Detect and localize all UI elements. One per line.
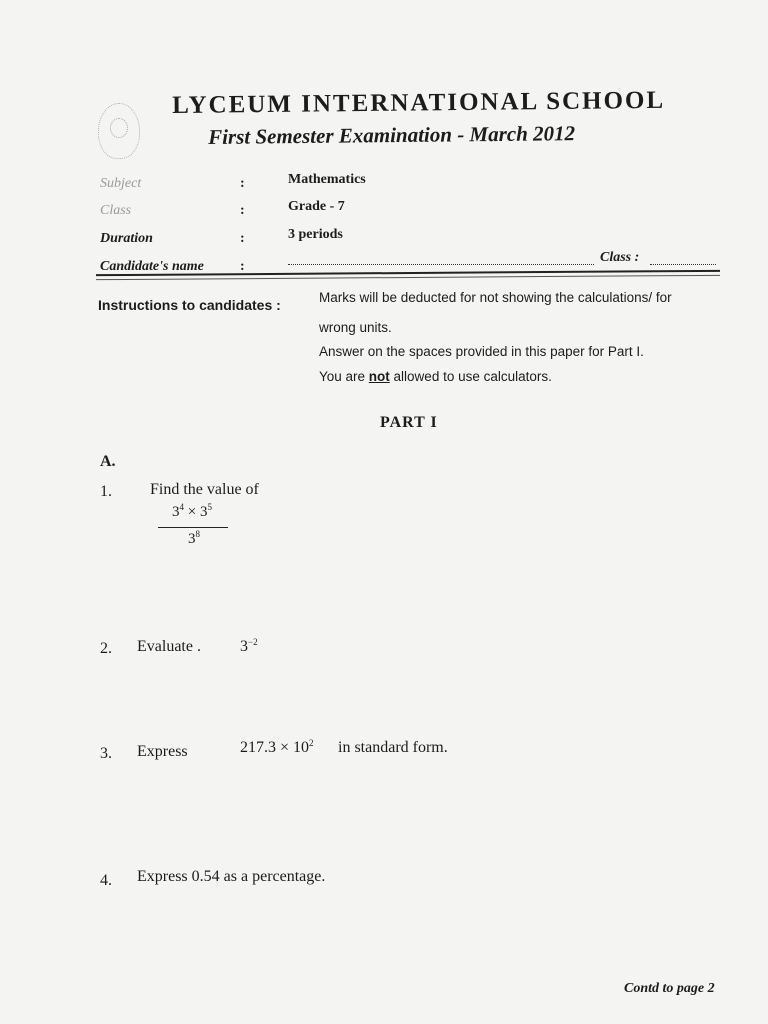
fraction-denominator: $3^8$ — [188, 529, 200, 547]
candidate-name-label: Candidate's name — [100, 259, 204, 274]
instruction-text: allowed to use calculators. — [389, 369, 552, 384]
question-text: Find the value of — [150, 481, 259, 498]
class-label: Class — [100, 203, 132, 218]
fraction-bar — [158, 527, 228, 528]
instruction-text: You are — [319, 369, 369, 384]
fraction-numerator: $3^4 \times 3^5$ — [172, 502, 212, 520]
school-crest-icon — [98, 103, 140, 159]
question-text: Express 0.54 as a percentage. — [137, 868, 326, 885]
question-number: 1. — [100, 483, 112, 500]
subject-colon: : — [240, 176, 245, 191]
question-number: 2. — [100, 640, 112, 657]
section-title: A. — [100, 453, 116, 470]
question-text: Evaluate . — [137, 638, 201, 655]
instruction-line — [319, 369, 552, 384]
question-expression: $217.3 \times 10^2$ — [240, 738, 314, 756]
subject-value: Mathematics — [288, 172, 366, 187]
candidate-colon: : — [240, 259, 245, 274]
duration-colon: : — [240, 231, 245, 246]
question-number: 4. — [100, 872, 112, 889]
instructions-label: Instructions to candidates : — [98, 297, 281, 313]
part-title: PART I — [380, 414, 438, 431]
emphasis-not: not — [368, 369, 390, 384]
question-text: Express — [137, 743, 188, 760]
school-name: LYCEUM INTERNATIONAL SCHOOL — [172, 86, 666, 119]
candidate-name-field[interactable] — [288, 252, 594, 265]
continued-note: Contd to page 2 — [624, 981, 715, 996]
header-rule-thin — [96, 275, 720, 280]
subject-label: Subject — [100, 176, 142, 191]
question-tail: in standard form. — [338, 739, 448, 756]
class-colon: : — [240, 203, 245, 218]
class-value: Grade - 7 — [288, 199, 345, 214]
question-number: 3. — [100, 745, 112, 762]
class-field-label: Class : — [600, 250, 640, 265]
duration-label: Duration — [100, 231, 153, 246]
question-expression: $3^{-2}$ — [240, 637, 258, 655]
instruction-line: Marks will be deducted for not showing the calculations/ for — [319, 290, 672, 305]
exam-title: First Semester Examination - March 2012 — [208, 121, 576, 149]
duration-value: 3 periods — [288, 227, 343, 242]
instruction-line: wrong units. — [319, 320, 392, 335]
class-field[interactable] — [650, 252, 716, 265]
instruction-line: Answer on the spaces provided in this paper for Part I. — [319, 344, 644, 359]
